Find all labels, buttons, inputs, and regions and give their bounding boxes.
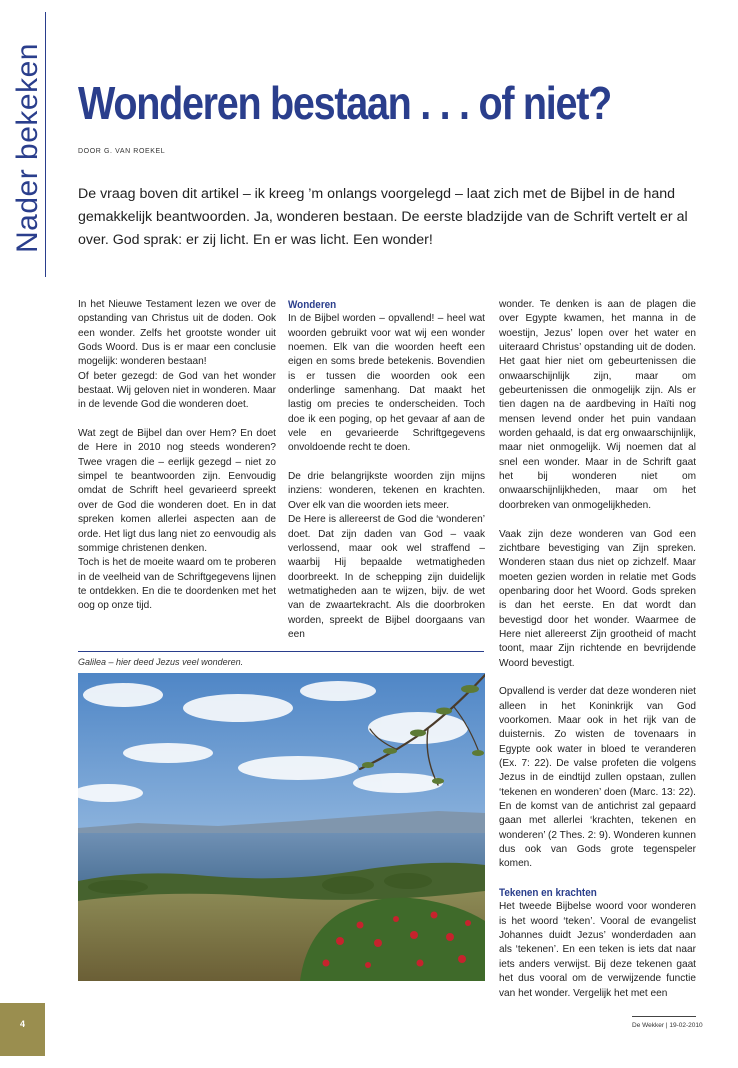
caption-divider: [78, 651, 484, 652]
paragraph: Opvallend is verder dat deze wonderen niet alleen in het Koninkrijk van God voorkomen. Maar ook in het rijk van de duisternis. Zo wisten de tovenaars in Egypte ook water in bloed te veranderen (Ex. 7: 22). De valse profeten die volgens Jezus in de eindtijd zullen opstaan, zullen ‘tekenen en wonderen’ doen (Marc. 13: 22). En de komst van de antichrist zal gepaard gaan met allerlei ‘krachten, tekenen en wonderen’ (2 Thes. 2: 9). Wonderen kunnen dus ook van Gods grote tegenspeler komen.: [499, 686, 696, 870]
section-label: [12, 20, 44, 275]
paragraph: Vaak zijn deze wonderen van God een zichtbare bevestiging van Zijn spreken. Wonderen staan dus niet op zichzelf. Maar moeten gezien worden in relatie met Gods openbaring door het Woord. Gods spreken is dan het eerste. En dat wordt dan bevestigd door het wonder. Waarmee de Here niet allereerst Zijn grootheid of macht toont, maar Zijn richtende en bevrijdende Woord bevestigt.: [499, 528, 696, 669]
paragraph: De drie belangrijkste woorden zijn mijns inziens: wonderen, tekenen en krachten. Over elk van die woorden iets meer.: [288, 471, 485, 511]
section-label-text: Nader bekeken: [11, 42, 44, 253]
column-2: [288, 298, 485, 642]
footer-divider: [632, 1016, 696, 1017]
photo-caption: Galilea – hier deed Jezus veel wonderen.: [78, 657, 244, 667]
page-number-box: [0, 1003, 45, 1056]
publication-footer: De Wekker | 19-02-2010: [632, 1022, 703, 1029]
section-heading: Tekenen en krachten: [499, 887, 597, 900]
paragraph: Of beter gezegd: de God van het wonder bestaat. Wij geloven niet in wonderen. Maar in de levende God die wonderen doet.: [78, 370, 276, 411]
paragraph: In het Nieuwe Testament lezen we over de opstanding van Christus uit de doden. Ook een wonder. Zelfs het grootste wonder uit Gods Woord. Dus is er maar een conclusie mogelijk: wonderen bestaan!: [78, 299, 276, 368]
paragraph: wonder. Te denken is aan de plagen die over Egypte kwamen, het manna in de woestijn, Jezus’ lopen over het water en uiteraard Christus’ opstanding uit de doden. Het gaat hier niet om gebeurtenissen die onwaarschijnlijk zijn, maar om gebeurtenissen die onmogelijk zijn. Als er tien dagen na de aardbeving in Haïti nog mensen levend onder het puin vandaan worden gehaald, is dat erg onwaarschijnlijk, maar niet onmogelijk. Wij noemen dat al snel een wonder. Maar in de Schrift gaat het bij wonderen niet om onwaarschijnlijkheden, maar om het doorbreken van onmogelijkheden.: [499, 299, 696, 511]
page-number: 4: [19, 1019, 25, 1029]
landscape-photo: [78, 673, 485, 981]
lead-paragraph: De vraag boven dit artikel – ik kreeg ’m onlangs voorgelegd – laat zich met de Bijbel in de hand gemakkelijk beantwoorden. Ja, wonderen bestaan. De eerste bladzijde van de Schrift vertelt er al over. God sprak: er zij licht. En er was licht. Een wonder!: [78, 186, 688, 248]
paragraph: De Here is allereerst de God die ‘wonderen’ doet. Dat zijn daden van God – vaak verlossend, maar ook wel straffend – waarbij Hij bepaalde wetmatigheden doorbreekt. In de schepping zijn duidelijk wetmatigheden aan te wijzen, bijv. de wet van de zwaartekracht. Als die doorbroken worden, spreekt de Bijbel doorgaans van een: [288, 514, 485, 640]
section-heading: Wonderen: [288, 299, 337, 311]
paragraph: Het tweede Bijbelse woord voor wonderen is het woord ‘teken’. Vooral de evangelist Johannes duidt Jezus’ wonderdaden aan als ‘tekenen’. En een teken is iets dat naar iets anders verwijst. Bij deze tekenen gaat het dus vooral om de verwijzende functie van het wonder. Vergelijk het met een: [499, 901, 696, 999]
column-1: [78, 298, 276, 614]
column-3: [499, 298, 696, 1001]
paragraph: Wat zegt de Bijbel dan over Hem? En doet de Here in 2010 nog steeds wonderen? Twee vragen die – eerlijk gezegd – niet zo simpel te beantwoorden zijn. Eenvoudig omdat de Schrift heel gevarieerd spreekt over de God die wonderen doet. En in dat spreken komen allerlei aspecten aan de orde. Het ligt dus lang niet zo eenvoudig als sommige christenen denken.: [78, 428, 276, 554]
paragraph: In de Bijbel worden – opvallend! – heel wat woorden gebruikt voor wat wij een wonder noemen. Elk van die woorden heeft een eigen en soms brede betekenis. Bovendien is er tussen die woorden ook een onderlinge samenhang. Dat maakt het lastig om precies te onderscheiden. Toch doe ik een poging, op het gevaar af aan de vele en gevarieerde Schriftgegevens onvoldoende recht te doen.: [288, 313, 485, 454]
byline: DOOR G. VAN ROEKEL: [78, 148, 166, 155]
paragraph: Toch is het de moeite waard om te proberen in de veelheid van de Schriftgegevens lijnen te ontdekken. En die te doordenken met het oog op onze tijd.: [78, 557, 276, 612]
article-title: Wonderen bestaan . . . of niet?: [78, 77, 611, 129]
section-divider: [45, 12, 46, 277]
